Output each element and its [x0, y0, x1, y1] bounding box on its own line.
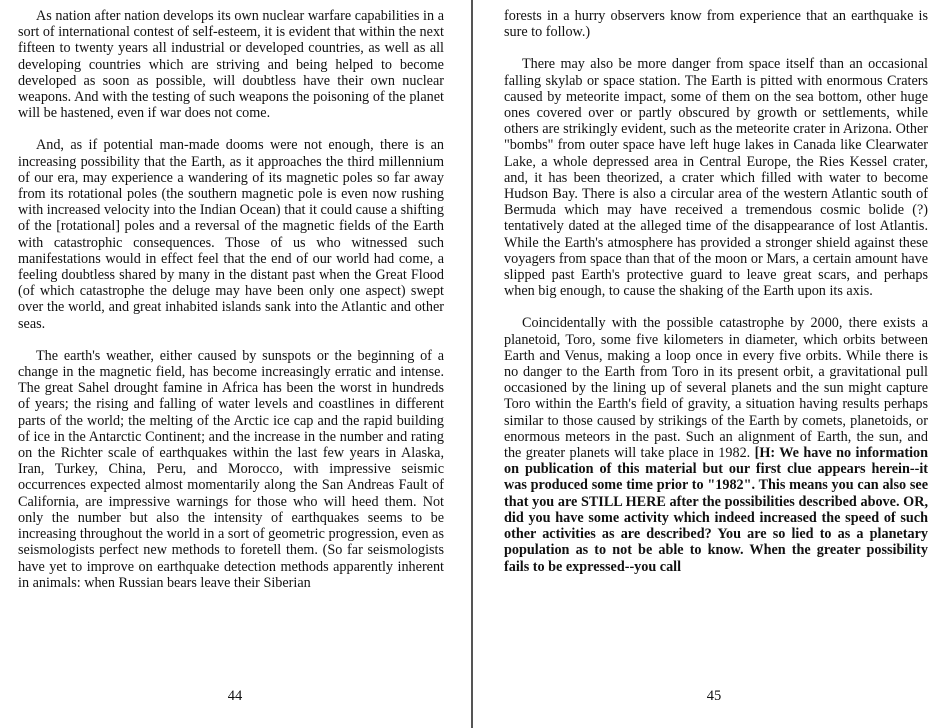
- left-text-column: [18, 8, 444, 607]
- page-number-left: 44: [227, 688, 243, 704]
- h-commentary: [H: We have no information on publication of this material but our first clue appears herein--it was produced some time prior to "1982". This means you can also see that you are STILL HERE after the possibilities described above. OR, did you have some activity which indeed increased the speed of such other activities as are described? You are so lied to as a planetary population as to not be able to know. When the greater possibility fails to be expressed--you call: [504, 445, 929, 575]
- paragraph-magnetic-poles: And, as if potential man-made dooms were not enough, there is an increasing possibility that the Earth, as it approaches the third millennium of our era, may experience a wandering of its magnetic poles so far away from its rotational poles (the southern magnetic pole is even now rushing with increased velocity into the Indian Ocean) that it could cause a shifting of the [rotational] poles and a reversal of the magnetic fields of the Earth with catastrophic consequences. Those of us who witnessed such manifestations would in effect feel that the end of our world had come, a feeling doubtless shared by many in the distant past when the Great Flood (of which catastrophe the deluge may have been only one aspect) swept over the world, and great inhabited islands sank into the Atlantic and other seas.: [18, 137, 444, 332]
- paragraph-weather: The earth's weather, either caused by sunspots or the beginning of a change in the magnetic field, has become increasingly erratic and intense. The great Sahel drought famine in Africa has been the worst in hundreds of years; the rising and falling of water levels and coastlines in different parts of the world; the melting of the Arctic ice cap and the rapid building of ice in the Antarctic Continent; and the increase in the number and rating on the Richter scale of earthquakes within the last few years in Alaska, Iran, Turkey, China, Peru, and Morocco, with impressive seismic occurrences expected almost momentarily along the San Andreas Fault of California, are impressive warnings for those who will heed them. Not only the number but also the intensity of earthquakes seems to be increasing throughout the world in a sort of geometric progression, even as seismologists perfect new methods to foretell them. (So far seismologists have yet to improve on earthquake detection methods apparently inherent in animals: when Russian bears leave their Siberian: [18, 347, 444, 591]
- right-page: [476, 0, 948, 728]
- paragraph-nuclear: As nation after nation develops its own nuclear warfare capabilities in a sort of international contest of self-esteem, it is evident that within the next fifteen to twenty years all industrial or developed countries, as well as all developing countries which are striving and being helped to become developed as soon as possible, will doubtless have their own nuclear weapons. And with the testing of such weapons the poisoning of the planet will be hastened, even if war does not come.: [18, 8, 444, 122]
- paragraph-continuation: forests in a hurry observers know from experience that an earthquake is sure to follow.): [504, 8, 928, 41]
- toro-plain-text: Coincidentally with the possible catastrophe by 2000, there exists a planetoid, Toro, some five kilometers in diameter, which orbits between Earth and Venus, making a loop once in every five orbits. While there is no danger to the Earth from Toro in its present orbit, a gravitational pull occasioned by the lining up of several planets and the sun might capture Toro within the Earth's field of gravity, a situation having results perhaps similar to those caused by strikings of the Earth by comets, planetoids, or enormous meteors in the past. Such an alignment of Earth, the sun, and the greater planets will take place in 1982.: [504, 315, 928, 462]
- page-number-right: 45: [706, 688, 722, 704]
- paragraph-space-danger: There may also be more danger from space itself than an occasional falling skylab or space station. The Earth is pitted with enormous Craters caused by meteorite impact, some of them on the sea bottom, other huge ones covered over or partly obscured by growth or settlements, while others are strikingly evident, such as the meteorite crater in Arizona. Other "bombs" from outer space have left huge lakes in Canada like Clearwater Lake, a whole depressed area in Central Europe, the Ries Kessel crater, and, it has been theorized, a crater which filled with water to become Hudson Bay. There is also a circular area of the western Atlantic south of Bermuda which may have received a tremendous cosmic bolide (?) tentatively dated at the alleged time of the disappearance of lost Atlantis. While the Earth's atmosphere has provided a stronger shield against these voyagers from space than that of the moon or Mars, a certain amount have slipped past Earth's protective guard to leave great scars, and perhaps when big enough, to cause the shaking of the Earth upon its axis.: [504, 56, 928, 300]
- paragraph-toro: [504, 315, 928, 574]
- book-gutter: [471, 0, 473, 728]
- right-text-column: [504, 8, 928, 591]
- left-page: [0, 0, 472, 728]
